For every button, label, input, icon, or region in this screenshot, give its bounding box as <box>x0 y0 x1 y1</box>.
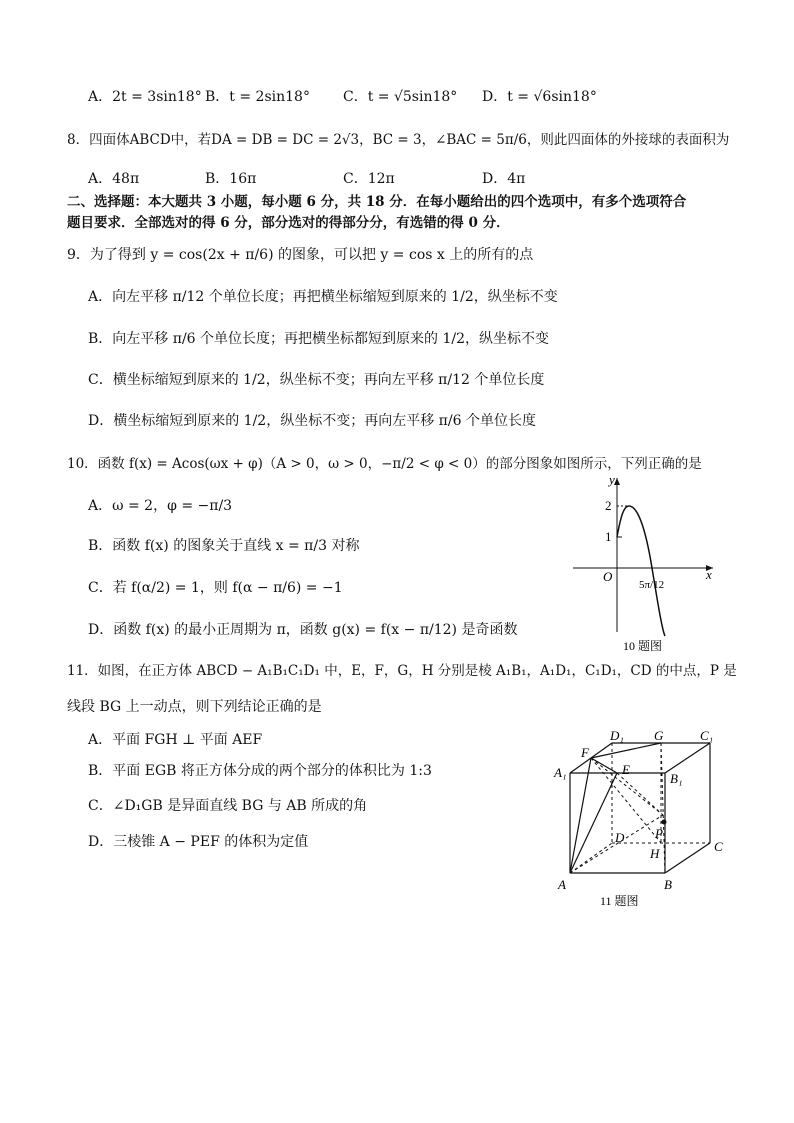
tick-1-label: 1 <box>605 529 612 544</box>
option-key: A． <box>88 171 113 187</box>
q7-option-c <box>343 88 457 106</box>
q9-stem: 9．为了得到 y = cos(2x + π/6) 的图象，可以把 y = cos x 上的所有的点 <box>67 247 534 263</box>
option-key: B． <box>88 763 113 779</box>
section-heading-line1: 二、选择题：本大题共 3 小题，每小题 6 分，共 18 分．在每小题给出的四个选项中，有多个选项符合 <box>67 194 687 210</box>
q9-option-d <box>88 412 536 430</box>
q9-option-b <box>88 330 549 348</box>
option-text: 三棱锥 A − PEF 的体积为定值 <box>113 834 309 850</box>
q10-option-c <box>88 579 343 597</box>
q7-option-a <box>88 88 202 106</box>
label-a: A <box>558 877 566 892</box>
label-h: H <box>650 846 660 861</box>
option-text: t = √6sin18° <box>507 89 597 105</box>
y-label: y <box>609 472 615 487</box>
option-key: A． <box>88 498 113 514</box>
option-text: 平面 FGH ⊥ 平面 AEF <box>112 732 263 748</box>
option-text: 4π <box>507 171 526 187</box>
curve <box>617 506 665 636</box>
q11-stem-line1: 11．如图，在正方体 ABCD − A₁B₁C₁D₁ 中，E，F，G，H 分别是棱 A₁B₁，A₁D₁，C₁D₁，CD 的中点，P 是 <box>67 663 737 679</box>
option-text: 向左平移 π/12 个单位长度；再把横坐标缩短到原来的 1/2，纵坐标不变 <box>112 289 558 305</box>
q8-stem: 8．四面体ABCD中，若DA = DB = DC = 2√3，BC = 3，∠BAC = 5π/6，则此四面体的外接球的表面积为 <box>67 132 730 148</box>
q10-option-d <box>88 621 517 639</box>
q9-option-a <box>88 288 558 306</box>
q8-option-d <box>482 170 525 188</box>
option-key: B． <box>88 538 113 554</box>
option-text: ω = 2，φ = −π/3 <box>112 498 233 514</box>
option-text: t = √5sin18° <box>367 89 458 105</box>
option-text: 48π <box>112 171 140 187</box>
q8-option-c <box>343 170 395 188</box>
q8-option-a <box>88 170 139 188</box>
label-p: P <box>655 826 663 841</box>
option-text: 横坐标缩短到原来的 1/2，纵坐标不变；再向左平移 π/12 个单位长度 <box>112 372 545 388</box>
origin-label: O <box>603 569 613 584</box>
option-key: D． <box>482 171 508 187</box>
x-label: x <box>706 567 712 582</box>
label-d: D <box>615 830 625 845</box>
label-b1: B₁ <box>670 771 683 786</box>
section-heading-line2: 题目要求．全部选对的得 6 分，部分选对的得部分分，有选错的得 0 分． <box>67 215 510 231</box>
option-key: C． <box>88 580 113 596</box>
edge-bc <box>665 843 710 873</box>
option-key: C． <box>343 89 368 105</box>
y-axis-arrow <box>614 478 620 485</box>
q7-option-d <box>482 88 597 106</box>
option-key: C． <box>88 372 113 388</box>
q11-cube-figure <box>550 725 730 910</box>
option-key: D． <box>482 89 508 105</box>
option-key: D． <box>88 834 114 850</box>
label-c1: C₁ <box>700 728 714 743</box>
option-key: D． <box>88 622 114 638</box>
option-key: C． <box>343 171 368 187</box>
q11-option-d <box>88 833 308 851</box>
label-a1: A₁ <box>554 765 567 780</box>
option-key: A． <box>88 89 113 105</box>
option-key: D． <box>88 413 114 429</box>
option-text: 函数 f(x) 的最小正周期为 π，函数 g(x) = f(x − π/12) 是奇函数 <box>113 622 518 638</box>
tick-2-label: 2 <box>605 498 612 513</box>
segment-fe <box>591 758 617 773</box>
option-text: 横坐标缩短到原来的 1/2，纵坐标不变；再向左平移 π/6 个单位长度 <box>113 413 536 429</box>
segment-af <box>570 758 591 873</box>
q10-option-a <box>88 497 232 515</box>
point-p <box>662 820 667 825</box>
figure-caption: 10 题图 <box>623 639 663 653</box>
option-key: C． <box>88 798 113 814</box>
segment-ae <box>570 773 617 873</box>
option-text: 2t = 3sin18° <box>112 89 202 105</box>
option-text: 平面 EGB 将正方体分成的两个部分的体积比为 1:3 <box>112 763 432 779</box>
option-text: ∠D₁GB 是异面直线 BG 与 AB 所成的角 <box>112 798 368 814</box>
option-key: A． <box>88 289 113 305</box>
option-text: 16π <box>229 171 257 187</box>
q8-option-b <box>205 170 256 188</box>
option-text: 12π <box>367 171 395 187</box>
option-key: B． <box>88 331 113 347</box>
hidden-segment-ep <box>617 773 663 815</box>
q10-option-b <box>88 537 359 555</box>
label-d1: D₁ <box>610 728 624 743</box>
tick-x-label: 5π/12 <box>639 579 665 591</box>
label-c: C <box>714 839 723 854</box>
option-text: 若 f(α/2) = 1，则 f(α − π/6) = −1 <box>112 580 343 596</box>
q10-stem: 10．函数 f(x) = Acos(ωx + φ)（A > 0，ω > 0，−π/2 < φ < 0）的部分图象如图所示，下列正确的是 <box>67 456 702 472</box>
label-e: E <box>622 762 630 777</box>
q11-option-c <box>88 797 367 815</box>
edge-b1c1 <box>665 743 710 773</box>
option-key: A． <box>88 732 113 748</box>
figure-caption: 11 题图 <box>600 894 639 908</box>
label-b: B <box>664 877 672 892</box>
q11-option-a <box>88 731 262 749</box>
option-key: B． <box>205 89 230 105</box>
label-f: F <box>581 745 589 760</box>
q11-option-b <box>88 762 432 780</box>
q10-graph-figure <box>565 470 725 655</box>
option-text: 向左平移 π/6 个单位长度；再把横坐标都短到原来的 1/2，纵坐标不变 <box>112 331 550 347</box>
q9-option-c <box>88 371 544 389</box>
option-text: 函数 f(x) 的图象关于直线 x = π/3 对称 <box>112 538 360 554</box>
q11-stem-line2: 线段 BG 上一动点，则下列结论正确的是 <box>67 699 322 715</box>
q7-option-b <box>205 88 310 106</box>
option-text: t = 2sin18° <box>229 89 310 105</box>
option-key: B． <box>205 171 230 187</box>
label-g: G <box>654 728 664 743</box>
